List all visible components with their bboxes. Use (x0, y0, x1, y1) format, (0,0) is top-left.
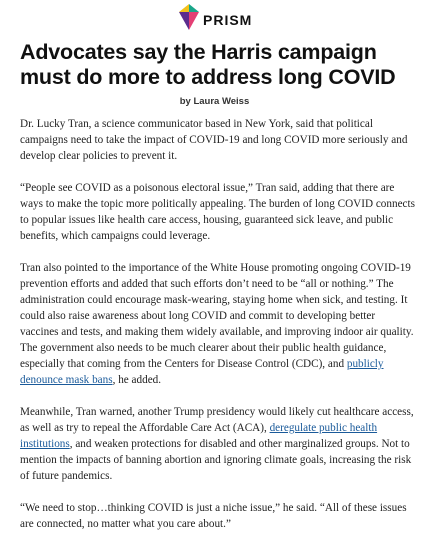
article-paragraph-2: “People see COVID as a poisonous electoral issue,” Tran said, adding that there are ways to make the topic more politically appealing. The burden of long COVID connects to popular issues like health care access, housing, guaranteed sick leave, and public benefits, which campaigns could leverage. (20, 182, 415, 242)
article-paragraph-5: “We need to stop…thinking COVID is just a niche issue,” he said. “All of these issues are connected, no matter what you care about.” (20, 502, 407, 530)
paragraph-text: , he added. (112, 374, 162, 386)
paragraph-text: Tran also pointed to the importance of the White House promoting ongoing COVID-19 prevention efforts and added that such efforts don’t need to be “all or nothing.” The administration could encourage mask-wearing, staying home when sick, and testing. It could also raise awareness about long COVID and commit to developing better vaccines and tests, and making them widely available, and improving indoor air quality. The government also needs to be much clearer about their public health guidance, especially that coming from the Centers for Disease Control (CDC), and (20, 262, 414, 370)
mask-bans-link[interactable]: publicly denounce mask bans (20, 358, 384, 386)
paragraph-text: Meanwhile, Tran warned, another Trump presidency would likely cut healthcare access, as well as try to repeal the Affordable Care Act (ACA), (20, 406, 414, 434)
prism-logo[interactable] (178, 3, 252, 33)
article-paragraph-1: Dr. Lucky Tran, a science communicator based in New York, said that political campaigns need to take the impact of COVID-19 and long COVID more seriously and develop clear policies to prevent it. (20, 118, 408, 162)
paragraph-text: , and weaken protections for disabled and other marginalized groups. Not to mention the impacts of banning abortion and ignoring climate goals, increasing the risk of future pandemics. (20, 438, 412, 482)
article-title: Advocates say the Harris campaign must do more to address long COVID (20, 40, 396, 89)
logo-wordmark: PRISM (203, 12, 253, 28)
deregulate-health-link[interactable]: deregulate public health institutions (20, 422, 378, 450)
prism-triangle-icon (178, 3, 200, 31)
article-body (20, 116, 415, 548)
article-byline: by Laura Weiss (179, 96, 250, 107)
site-header (0, 0, 429, 36)
article-paragraph-4 (20, 404, 415, 484)
article-paragraph-3 (20, 260, 415, 388)
